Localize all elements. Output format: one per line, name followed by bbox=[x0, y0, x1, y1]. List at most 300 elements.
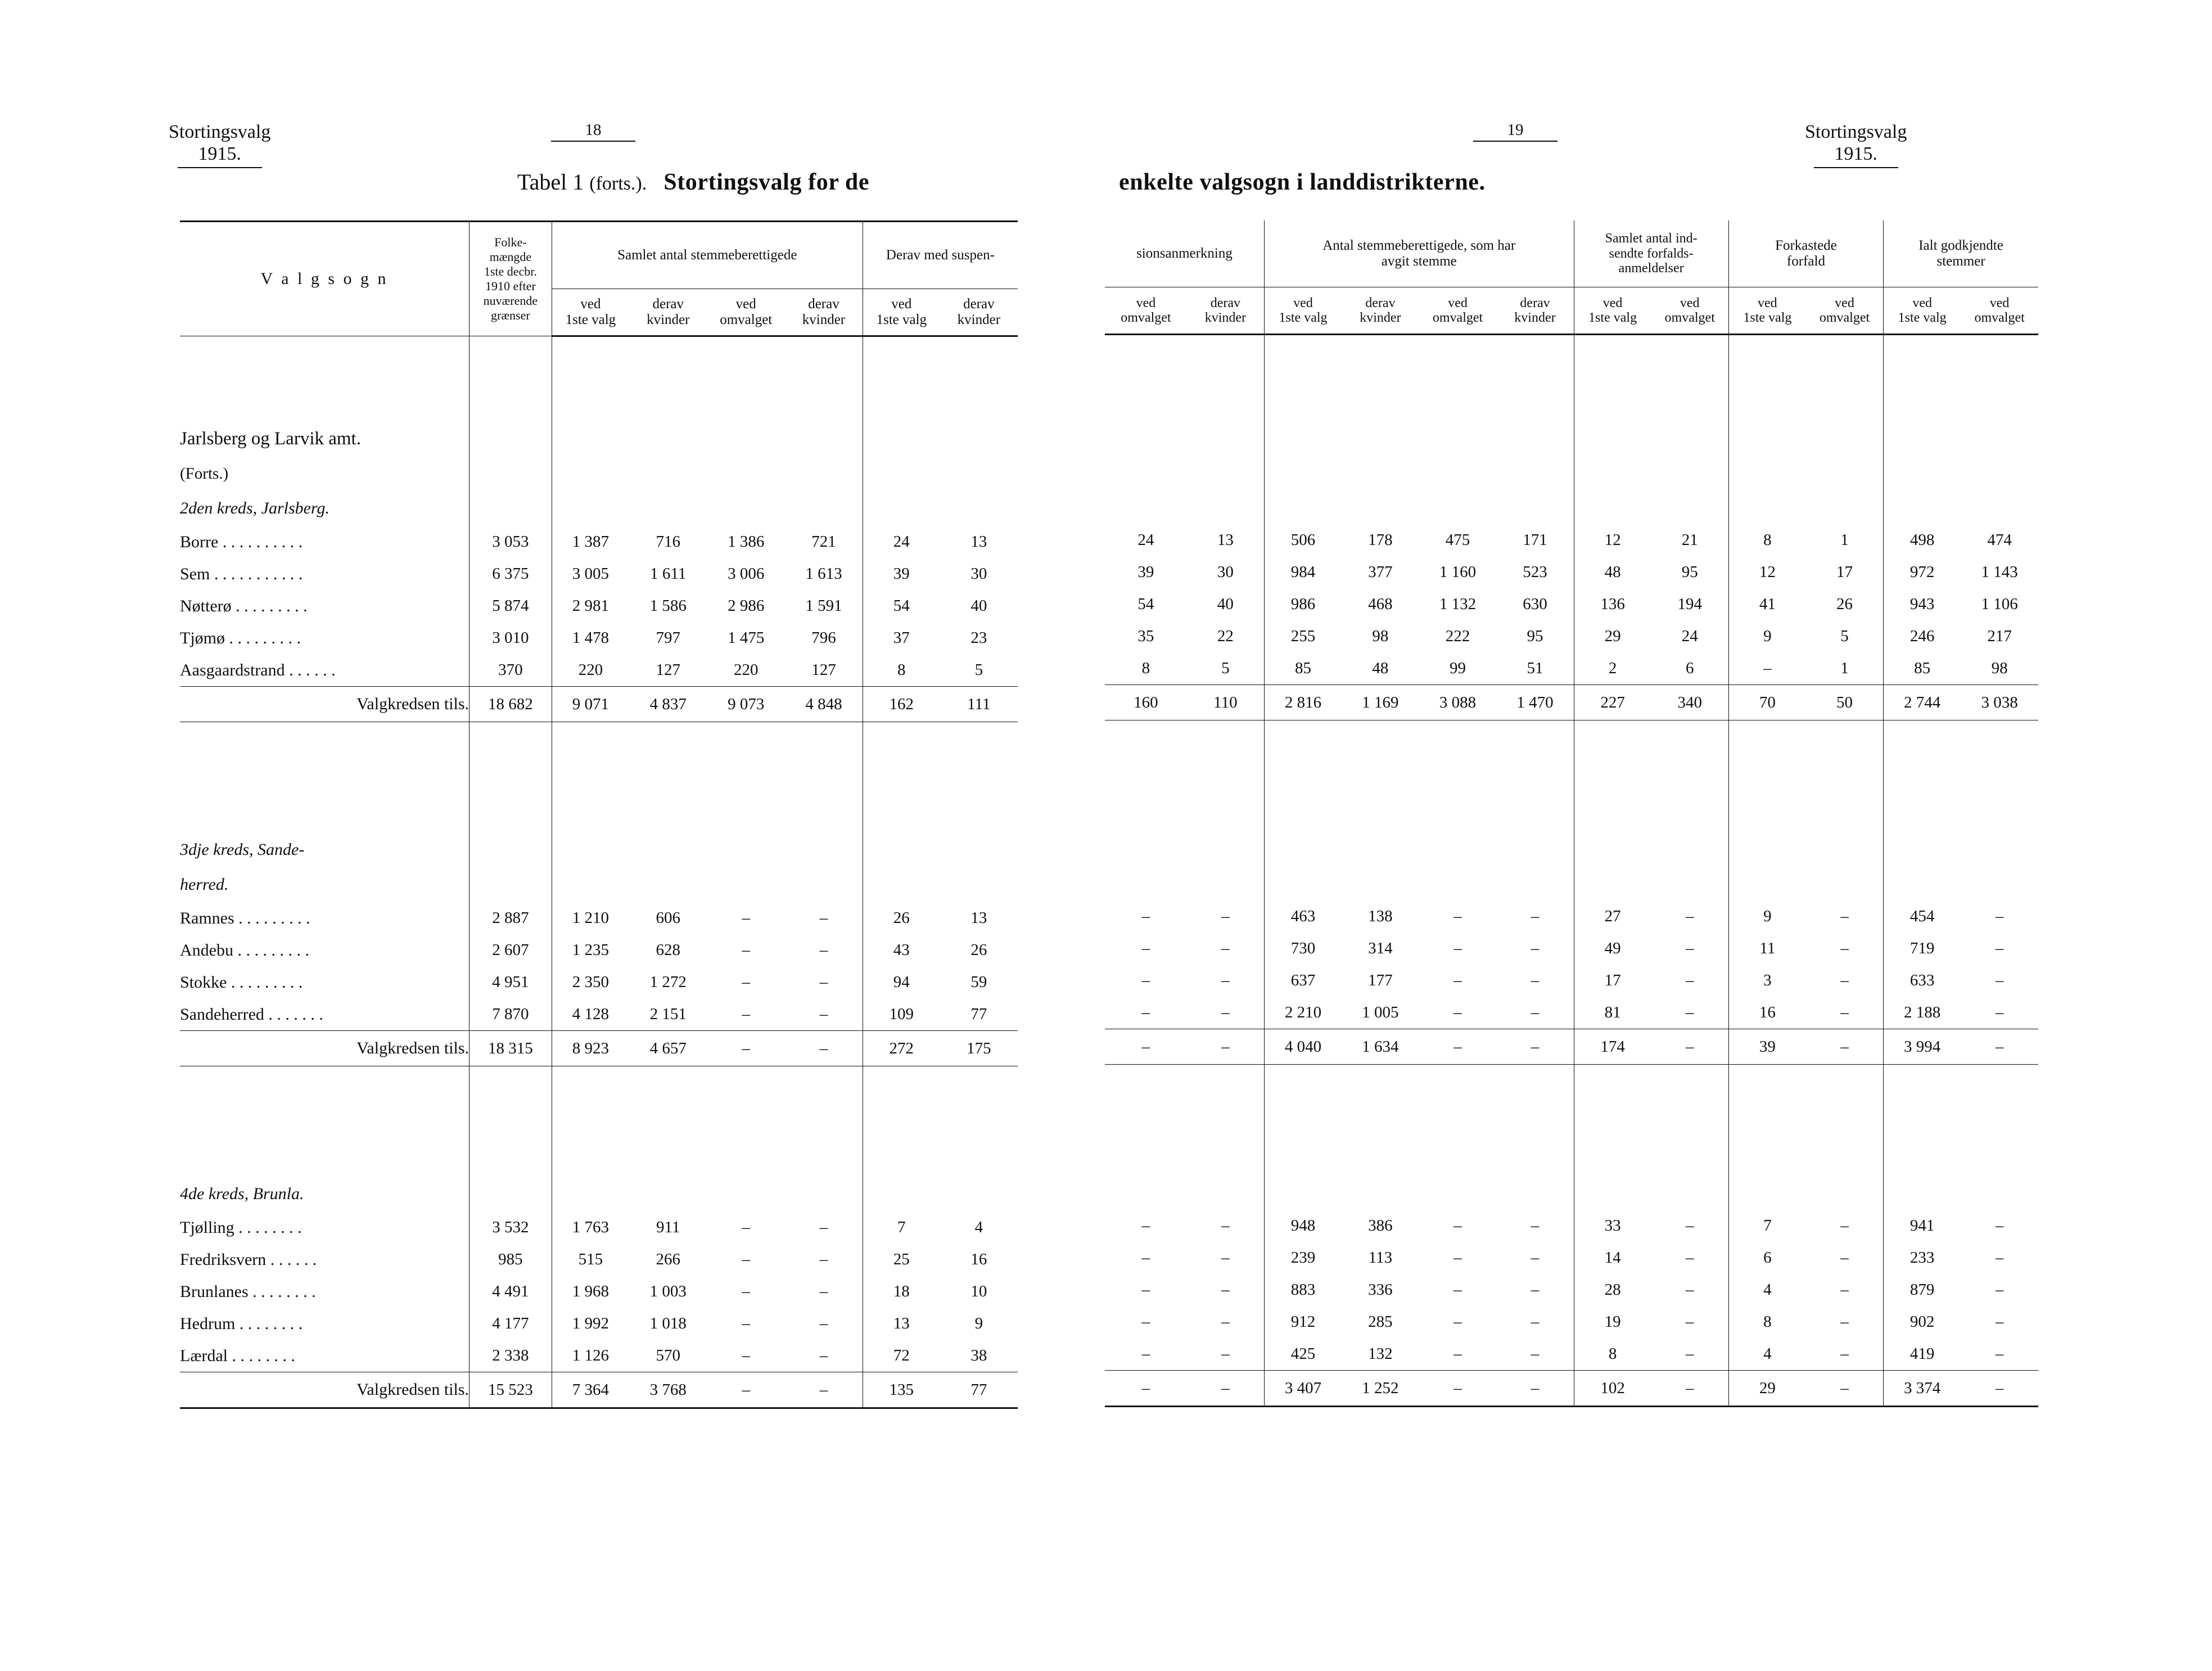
cell: 3 407 bbox=[1264, 1371, 1342, 1407]
cell: 1 634 bbox=[1342, 1029, 1419, 1065]
cell: – bbox=[1453, 1249, 1462, 1267]
cell: 1 bbox=[1840, 659, 1849, 677]
running-head-right-line2: 1915. bbox=[1834, 143, 1877, 165]
cell: 22 bbox=[1217, 627, 1234, 645]
cell: – bbox=[1531, 1345, 1540, 1363]
cell: 1 143 bbox=[1981, 563, 2018, 581]
cell: 85 bbox=[1264, 652, 1342, 685]
cell: 1 386 bbox=[728, 533, 765, 551]
cell: 285 bbox=[1368, 1313, 1393, 1331]
header-sub-r1 bbox=[1105, 287, 1187, 335]
cell: 24 bbox=[863, 526, 940, 558]
cell: 9 bbox=[974, 1314, 983, 1332]
table-row bbox=[1105, 933, 2038, 965]
cell: – bbox=[1840, 971, 1849, 989]
hdr-r-s12b: omvalget bbox=[1974, 310, 2025, 325]
cell: 419 bbox=[1884, 1338, 1961, 1371]
hdr-l-s3b: omvalget bbox=[720, 312, 773, 327]
cell: 796 bbox=[811, 629, 836, 647]
cell: – bbox=[1840, 907, 1849, 925]
hdr-l-s6b: kvinder bbox=[957, 312, 1001, 327]
cell: – bbox=[1840, 1313, 1849, 1331]
right-data-table bbox=[1105, 220, 2038, 1407]
header-folkemaengde bbox=[470, 222, 552, 336]
cell: 1 005 bbox=[1362, 1003, 1399, 1021]
cell: – bbox=[1995, 1249, 2004, 1267]
table-title-label: Tabel 1 bbox=[517, 169, 584, 195]
cell: 162 bbox=[863, 687, 940, 722]
row-label: Brunlanes . . . . . . . . bbox=[180, 1282, 316, 1301]
cell: 28 bbox=[1574, 1274, 1651, 1306]
sum-label: Valgkredsen tils. bbox=[180, 687, 470, 722]
table-row bbox=[180, 1211, 1018, 1244]
cell: 986 bbox=[1264, 588, 1342, 620]
cell: – bbox=[1995, 971, 2004, 989]
cell: 7 bbox=[1728, 1210, 1806, 1242]
cell: 454 bbox=[1884, 900, 1961, 933]
cell: – bbox=[1453, 1345, 1462, 1363]
table-sum-row bbox=[1105, 1029, 2038, 1065]
cell: 135 bbox=[863, 1372, 940, 1408]
cell: 40 bbox=[1217, 595, 1234, 613]
cell: 1 106 bbox=[1981, 595, 2018, 613]
cell: 9 bbox=[1728, 900, 1806, 933]
cell: – bbox=[1651, 1029, 1729, 1065]
cell: 178 bbox=[1368, 531, 1393, 549]
cell: 948 bbox=[1264, 1210, 1342, 1242]
cell: – bbox=[1141, 1281, 1150, 1299]
cell: 1 bbox=[1840, 531, 1849, 549]
hdr-l-s6a: derav bbox=[963, 296, 995, 312]
cell: 111 bbox=[940, 687, 1018, 722]
cell: 25 bbox=[863, 1244, 940, 1276]
hdr-r-s4a: derav bbox=[1365, 295, 1396, 310]
hdr-r-g3c: anmeldelser bbox=[1618, 261, 1684, 276]
cell: 72 bbox=[863, 1340, 940, 1372]
cell: 2 bbox=[1574, 652, 1651, 685]
table-title-forts: (forts.). bbox=[589, 173, 647, 194]
amt-subtitle: (Forts.) bbox=[180, 464, 229, 483]
cell: – bbox=[1221, 939, 1230, 957]
cell: – bbox=[1840, 1345, 1849, 1363]
row-label: Tjømø . . . . . . . . . bbox=[180, 628, 301, 647]
cell: 194 bbox=[1677, 595, 1702, 613]
cell: 102 bbox=[1574, 1371, 1651, 1407]
cell: 1 003 bbox=[649, 1282, 687, 1300]
cell: 18 315 bbox=[470, 1031, 552, 1066]
cell: – bbox=[1221, 1313, 1230, 1331]
cell: 5 874 bbox=[470, 590, 552, 622]
cell: 972 bbox=[1884, 556, 1961, 588]
table-sum-row bbox=[1105, 685, 2038, 720]
header-forkastede-forfald bbox=[1728, 220, 1883, 287]
header-godkjendte-stemmer bbox=[1884, 220, 2038, 287]
cell: – bbox=[1531, 1003, 1540, 1021]
cell: 49 bbox=[1574, 933, 1651, 965]
cell: 3 994 bbox=[1884, 1029, 1961, 1065]
cell: – bbox=[819, 973, 828, 991]
cell: 4 848 bbox=[785, 687, 863, 722]
kreds-title-2b: herred. bbox=[180, 875, 229, 894]
cell: – bbox=[742, 1314, 750, 1332]
row-label: Andebu . . . . . . . . . bbox=[180, 940, 309, 960]
cell: 902 bbox=[1884, 1306, 1961, 1338]
cell: – bbox=[1221, 1345, 1230, 1363]
cell: 4 bbox=[974, 1218, 983, 1236]
cell: – bbox=[1453, 971, 1462, 989]
folio-left bbox=[551, 121, 635, 142]
hdr-r-s1a: ved bbox=[1136, 295, 1156, 310]
cell: 98 bbox=[1991, 659, 2008, 677]
cell: 523 bbox=[1523, 563, 1547, 581]
cell: 110 bbox=[1187, 685, 1265, 720]
row-label: Sandeherred . . . . . . . bbox=[180, 1005, 323, 1024]
cell: 463 bbox=[1264, 900, 1342, 933]
cell: – bbox=[1221, 971, 1230, 989]
cell: 386 bbox=[1368, 1217, 1393, 1235]
cell: 50 bbox=[1806, 685, 1884, 720]
table-row bbox=[180, 998, 1018, 1031]
cell: – bbox=[1961, 1371, 2038, 1407]
running-head-left-line2: 1915. bbox=[198, 143, 241, 165]
kreds-title-1: 2den kreds, Jarlsberg. bbox=[180, 499, 330, 517]
cell: 95 bbox=[1681, 563, 1698, 581]
header-samlet-antal: Samlet antal stemmeberettigede bbox=[552, 222, 863, 289]
amt-title: Jarlsberg og Larvik amt. bbox=[180, 428, 361, 449]
header-valgsogn: V a l g s o g n bbox=[180, 222, 470, 336]
row-label: Lærdal . . . . . . . . bbox=[180, 1346, 295, 1365]
cell: – bbox=[742, 973, 750, 991]
cell: 3 006 bbox=[728, 565, 765, 583]
table-row bbox=[1105, 1210, 2038, 1242]
cell: – bbox=[819, 1314, 828, 1332]
cell: 1 252 bbox=[1342, 1371, 1419, 1407]
cell: – bbox=[785, 1372, 863, 1408]
row-label: Ramnes . . . . . . . . . bbox=[180, 908, 310, 927]
hdr-r-s7a: ved bbox=[1602, 295, 1623, 310]
hdr-l-s5b: 1ste valg bbox=[876, 312, 927, 327]
cell: 160 bbox=[1105, 685, 1187, 720]
header-sub-r9 bbox=[1728, 287, 1806, 335]
cell: – bbox=[1995, 1345, 2004, 1363]
cell: 1 763 bbox=[572, 1218, 610, 1236]
hdr-r-s5b: omvalget bbox=[1432, 310, 1483, 325]
hdr-l-s3a: ved bbox=[735, 296, 756, 312]
cell: 174 bbox=[1574, 1029, 1651, 1065]
cell: 4 040 bbox=[1264, 1029, 1342, 1065]
cell: – bbox=[1531, 1313, 1540, 1331]
hdr-folk-l1: Folke- bbox=[494, 235, 527, 250]
cell: 606 bbox=[656, 909, 680, 927]
cell: – bbox=[1995, 1217, 2004, 1235]
cell: – bbox=[1685, 907, 1694, 925]
cell: 340 bbox=[1651, 685, 1729, 720]
cell: 716 bbox=[656, 533, 680, 551]
cell: – bbox=[1995, 1313, 2004, 1331]
cell: 16 bbox=[970, 1250, 987, 1268]
hdr-r-s10a: ved bbox=[1835, 295, 1854, 310]
sum-label: Valgkredsen tils. bbox=[180, 1372, 470, 1408]
hdr-r-g2a: Antal stemmeberettigede, som har bbox=[1322, 238, 1516, 253]
cell: 98 bbox=[1372, 627, 1389, 645]
hdr-r-s6b: kvinder bbox=[1514, 310, 1556, 325]
folio-left-rule bbox=[551, 141, 635, 142]
cell: – bbox=[819, 1250, 828, 1268]
cell: 630 bbox=[1523, 595, 1547, 613]
cell: – bbox=[742, 1346, 750, 1364]
folio-right-rule bbox=[1473, 141, 1558, 142]
cell: – bbox=[1531, 971, 1540, 989]
cell: – bbox=[1685, 971, 1694, 989]
cell: 95 bbox=[1527, 627, 1543, 645]
cell: 3 053 bbox=[470, 526, 552, 558]
cell: – bbox=[742, 1218, 750, 1236]
cell: – bbox=[1806, 1371, 1884, 1407]
hdr-r-s8a: ved bbox=[1680, 295, 1700, 310]
cell: 33 bbox=[1574, 1210, 1651, 1242]
cell: 8 bbox=[1728, 1306, 1806, 1338]
cell: 1 160 bbox=[1439, 563, 1477, 581]
cell: – bbox=[819, 1346, 828, 1364]
header-sub-r8 bbox=[1651, 287, 1729, 335]
cell: 35 bbox=[1137, 627, 1154, 645]
cell: 9 071 bbox=[552, 687, 629, 722]
cell: 1 613 bbox=[805, 565, 842, 583]
cell: – bbox=[819, 1005, 828, 1023]
cell: – bbox=[1531, 907, 1540, 925]
cell: 217 bbox=[1987, 627, 2012, 645]
cell: – bbox=[1685, 1003, 1694, 1021]
cell: 81 bbox=[1574, 997, 1651, 1029]
cell: 127 bbox=[811, 661, 836, 679]
cell: – bbox=[1685, 1249, 1694, 1267]
cell: 43 bbox=[863, 934, 940, 966]
cell: 515 bbox=[578, 1250, 603, 1268]
table-row bbox=[1105, 556, 2038, 588]
cell: 4 657 bbox=[629, 1031, 707, 1066]
cell: – bbox=[1453, 1003, 1462, 1021]
cell: 8 bbox=[863, 654, 940, 687]
hdr-l-s4a: derav bbox=[808, 296, 839, 312]
cell: 498 bbox=[1884, 524, 1961, 556]
row-label: Stokke . . . . . . . . . bbox=[180, 972, 303, 992]
cell: 13 bbox=[1217, 531, 1234, 549]
cell: – bbox=[742, 909, 750, 927]
cell: 39 bbox=[1728, 1029, 1806, 1065]
table-title-right: enkelte valgsogn i landdistrikterne. bbox=[1119, 169, 1486, 195]
cell: – bbox=[819, 941, 828, 959]
cell: – bbox=[742, 941, 750, 959]
cell: 9 bbox=[1728, 620, 1806, 652]
cell: – bbox=[1840, 1281, 1849, 1299]
cell: 2 744 bbox=[1884, 685, 1961, 720]
cell: 26 bbox=[970, 941, 987, 959]
hdr-folk-l4: 1910 efter bbox=[485, 279, 536, 293]
cell: 570 bbox=[656, 1346, 680, 1364]
cell: 2 350 bbox=[572, 973, 610, 991]
cell: 984 bbox=[1264, 556, 1342, 588]
cell: 18 682 bbox=[470, 687, 552, 722]
cell: 127 bbox=[656, 661, 680, 679]
hdr-r-g3b: sendte forfalds- bbox=[1609, 246, 1694, 261]
cell: 1 470 bbox=[1496, 685, 1574, 720]
cell: – bbox=[742, 1250, 750, 1268]
kreds-title-2: 3dje kreds, Sande- bbox=[180, 840, 305, 859]
cell: 637 bbox=[1264, 965, 1342, 997]
cell: 39 bbox=[1137, 563, 1154, 581]
hdr-r-s7b: 1ste valg bbox=[1588, 310, 1637, 325]
cell: – bbox=[1651, 1371, 1729, 1407]
cell: – bbox=[1685, 1281, 1694, 1299]
table-row bbox=[180, 526, 1018, 558]
hdr-r-s2a: derav bbox=[1210, 295, 1241, 310]
cell: 14 bbox=[1574, 1242, 1651, 1274]
cell: 1 018 bbox=[649, 1314, 687, 1332]
folio-left-number: 18 bbox=[585, 121, 602, 139]
cell: 94 bbox=[863, 966, 940, 998]
cell: – bbox=[1141, 939, 1150, 957]
cell: 474 bbox=[1987, 531, 2012, 549]
cell: 54 bbox=[863, 590, 940, 622]
cell: – bbox=[1840, 1003, 1849, 1021]
cell: 2 338 bbox=[470, 1340, 552, 1372]
cell: 468 bbox=[1368, 595, 1393, 613]
cell: 26 bbox=[863, 902, 940, 934]
hdr-folk-l5: nuværende bbox=[483, 293, 538, 308]
cell: 175 bbox=[940, 1031, 1018, 1066]
header-sub-r4 bbox=[1342, 287, 1419, 335]
header-sub-6 bbox=[940, 289, 1018, 336]
cell: 227 bbox=[1574, 685, 1651, 720]
cell: 29 bbox=[1728, 1371, 1806, 1407]
header-sub-3 bbox=[707, 289, 785, 336]
cell: 2 188 bbox=[1884, 997, 1961, 1029]
cell: – bbox=[1961, 1029, 2038, 1065]
cell: 39 bbox=[863, 558, 940, 590]
hdr-l-s4b: kvinder bbox=[802, 312, 846, 327]
cell: 21 bbox=[1681, 531, 1698, 549]
cell: – bbox=[1141, 1217, 1150, 1235]
cell: 4 bbox=[1728, 1274, 1806, 1306]
cell: 883 bbox=[1264, 1274, 1342, 1306]
hdr-r-s3a: ved bbox=[1293, 295, 1313, 310]
header-sub-4 bbox=[785, 289, 863, 336]
cell: – bbox=[1995, 939, 2004, 957]
cell: – bbox=[1531, 1249, 1540, 1267]
table-row bbox=[1105, 965, 2038, 997]
cell: 24 bbox=[1137, 531, 1154, 549]
table-sum-row bbox=[180, 1031, 1018, 1066]
cell: – bbox=[1419, 1371, 1497, 1407]
cell: – bbox=[1221, 907, 1230, 925]
table-row bbox=[1105, 1306, 2038, 1338]
cell: 113 bbox=[1368, 1249, 1393, 1267]
cell: 26 bbox=[1836, 595, 1853, 613]
table-row bbox=[180, 654, 1018, 687]
hdr-folk-l3: 1ste decbr. bbox=[484, 264, 537, 279]
cell: 3 768 bbox=[629, 1372, 707, 1408]
cell: 879 bbox=[1884, 1274, 1961, 1306]
cell: 628 bbox=[656, 941, 680, 959]
hdr-r-s9b: 1ste valg bbox=[1743, 310, 1792, 325]
cell: 17 bbox=[1836, 563, 1853, 581]
cell: 2 607 bbox=[470, 934, 552, 966]
cell: 13 bbox=[863, 1308, 940, 1340]
cell: 1 586 bbox=[649, 597, 687, 615]
cell: – bbox=[819, 1282, 828, 1300]
cell: 48 bbox=[1574, 556, 1651, 588]
hdr-r-s10b: omvalget bbox=[1819, 310, 1870, 325]
cell: 912 bbox=[1264, 1306, 1342, 1338]
cell: 6 375 bbox=[470, 558, 552, 590]
hdr-r-s1b: omvalget bbox=[1121, 310, 1171, 325]
cell: 30 bbox=[970, 565, 987, 583]
table-row bbox=[1105, 1274, 2038, 1306]
cell: 171 bbox=[1523, 531, 1547, 549]
cell: – bbox=[1840, 1249, 1849, 1267]
cell: 255 bbox=[1264, 620, 1342, 652]
cell: 246 bbox=[1884, 620, 1961, 652]
table-title-main: Stortingsvalg for de bbox=[663, 169, 870, 195]
cell: – bbox=[1105, 1029, 1187, 1065]
hdr-l-s2a: derav bbox=[652, 296, 684, 312]
row-label: Fredriksvern . . . . . . bbox=[180, 1250, 317, 1269]
cell: 425 bbox=[1264, 1338, 1342, 1371]
cell: – bbox=[819, 1218, 828, 1236]
cell: – bbox=[1685, 1345, 1694, 1363]
table-row bbox=[1105, 588, 2038, 620]
hdr-r-s3b: 1ste valg bbox=[1279, 310, 1328, 325]
cell: 8 bbox=[1728, 524, 1806, 556]
table-title-left bbox=[517, 169, 869, 196]
cell: – bbox=[707, 1031, 785, 1066]
hdr-r-s8b: omvalget bbox=[1664, 310, 1715, 325]
cell: 2 151 bbox=[649, 1005, 687, 1023]
row-label: Sem . . . . . . . . . . . bbox=[180, 564, 303, 583]
cell: 109 bbox=[863, 998, 940, 1031]
header-sub-1 bbox=[552, 289, 629, 336]
table-row bbox=[180, 934, 1018, 966]
cell: 721 bbox=[811, 533, 836, 551]
cell: 138 bbox=[1368, 907, 1393, 925]
cell: – bbox=[1806, 1029, 1884, 1065]
table-row bbox=[1105, 997, 2038, 1029]
cell: 70 bbox=[1728, 685, 1806, 720]
hdr-r-s2b: kvinder bbox=[1204, 310, 1247, 325]
cell: 3 038 bbox=[1961, 685, 2038, 720]
hdr-r-s6a: derav bbox=[1520, 295, 1550, 310]
cell: – bbox=[1496, 1029, 1574, 1065]
cell: 985 bbox=[470, 1244, 552, 1276]
cell: 1 272 bbox=[649, 973, 687, 991]
cell: 4 bbox=[1728, 1338, 1806, 1371]
hdr-l-s5a: ved bbox=[891, 296, 912, 312]
table-sum-row bbox=[1105, 1371, 2038, 1407]
cell: 12 bbox=[1728, 556, 1806, 588]
table-sum-row bbox=[180, 1372, 1018, 1408]
cell: 6 bbox=[1728, 1242, 1806, 1274]
table-row bbox=[180, 902, 1018, 934]
table-row bbox=[180, 558, 1018, 590]
hdr-folk-l6: grænser bbox=[491, 308, 530, 322]
header-sub-r6 bbox=[1496, 287, 1574, 335]
cell: 1 126 bbox=[572, 1346, 610, 1364]
cell: 2 210 bbox=[1264, 997, 1342, 1029]
cell: 1 387 bbox=[572, 533, 610, 551]
cell: 239 bbox=[1264, 1242, 1342, 1274]
header-forfaldsanmeldelser bbox=[1574, 220, 1728, 287]
cell: 77 bbox=[970, 1005, 987, 1023]
